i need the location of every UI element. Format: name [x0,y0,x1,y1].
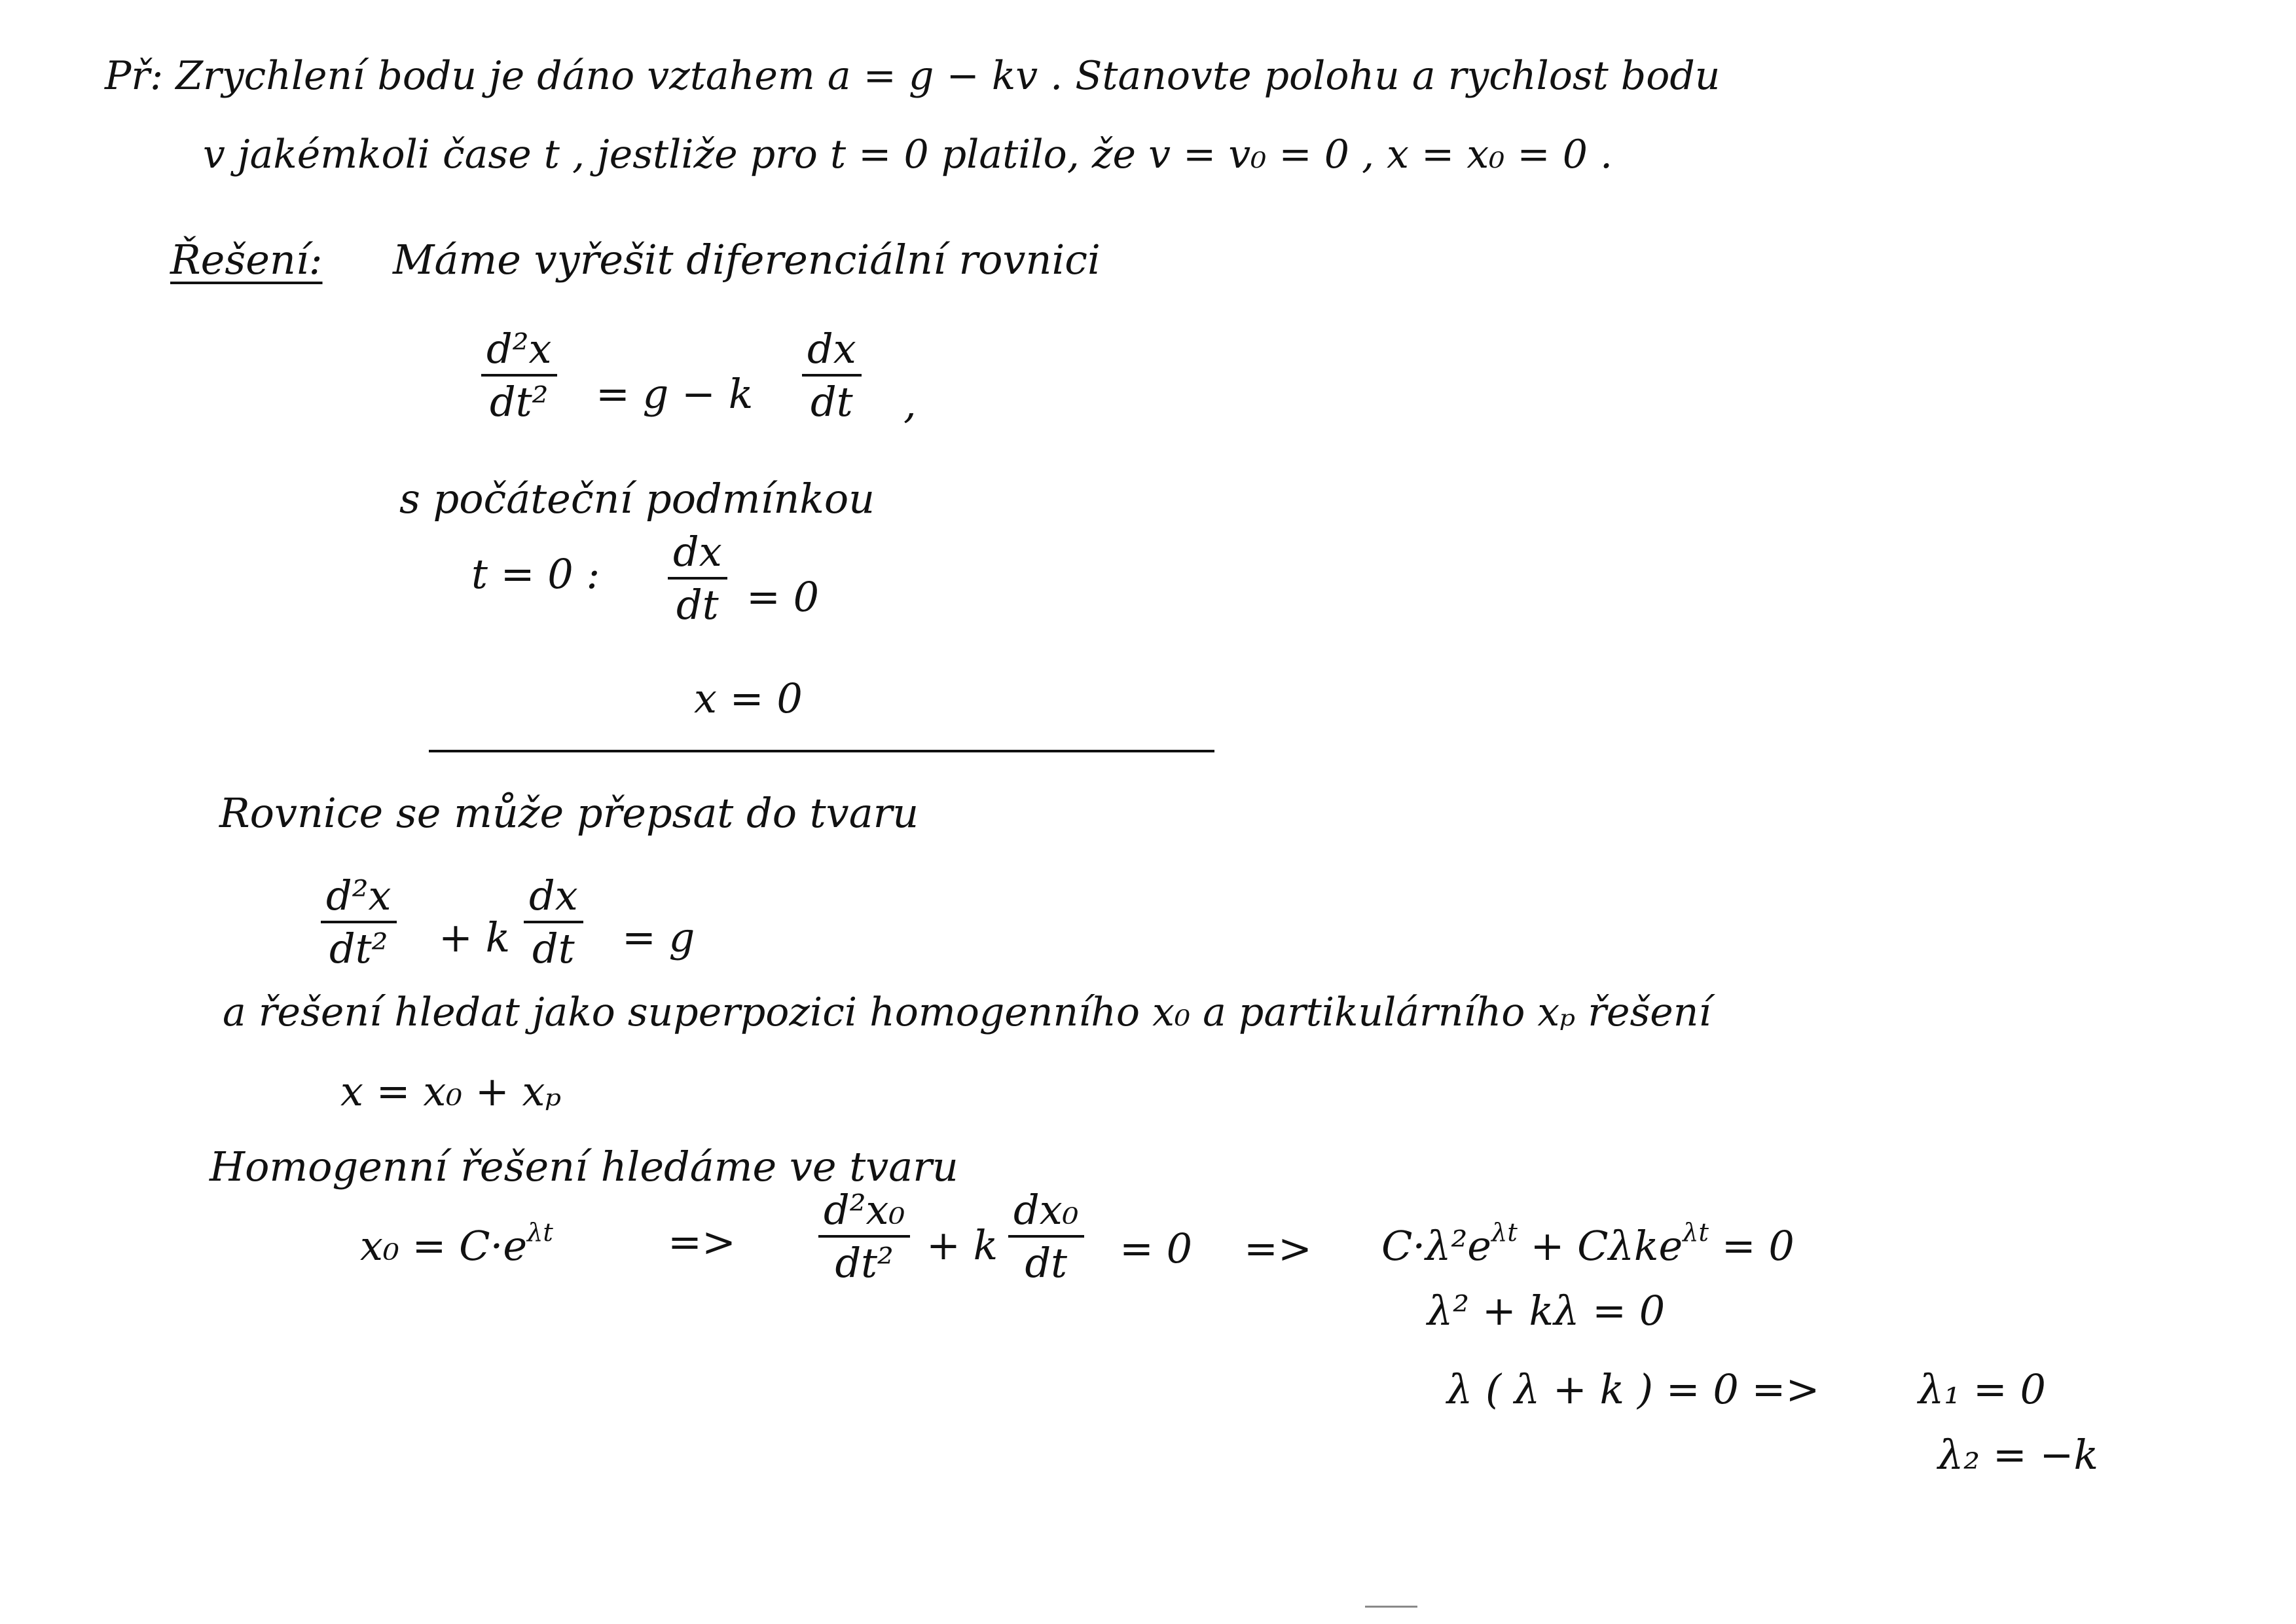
eq2-rhs-fraction [524,872,583,973]
homog-frac-2 [1008,1186,1084,1287]
divider-line [429,750,1214,752]
homog-eq-zero: = 0 [1120,1225,1193,1272]
eq1-lhs-num: d²x [481,327,557,377]
cond1-fraction [668,528,727,629]
homog-frac-1 [818,1186,910,1287]
homog-ansatz [360,1218,553,1270]
with-condition: s počáteční podmínkou [399,475,875,523]
cond1-num: dx [668,530,727,580]
homog-result-a: C·λ²e [1381,1221,1491,1270]
rewrite-text: Rovnice se může přepsat do tvaru [219,789,919,837]
homogeneous-intro: Homogenní řešení hledáme ve tvaru [210,1143,958,1190]
solution-label: Řešení: [170,236,323,284]
characteristic-equation: λ² + kλ = 0 [1427,1287,1666,1335]
homog-frac-1-den: dt² [835,1239,894,1287]
cond1-den: dt [676,581,719,629]
eq2-lhs-num: d²x [321,874,397,923]
eq2-rhs: = g [622,913,695,961]
factored-equation: λ ( λ + k ) = 0 => [1447,1365,1820,1413]
homog-ansatz-base: x₀ = C·e [360,1221,528,1270]
homog-arrow-2: => [1244,1225,1312,1272]
eq1-rhs-den: dt [811,378,853,426]
homog-frac-1-num: d²x₀ [818,1189,910,1238]
eq1-lhs-den: dt² [490,378,549,426]
homog-frac-2-den: dt [1025,1239,1068,1287]
eq1-rhs-num: dx [802,327,862,377]
homog-result [1381,1218,1795,1270]
eq2-lhs-den: dt² [329,925,388,973]
homog-ansatz-exp: λt [527,1218,553,1247]
eq2-rhs-num: dx [524,874,583,923]
homog-result-b: + Cλke [1530,1221,1683,1270]
eq2-middle: + k [439,913,511,961]
homog-result-tail: = 0 [1721,1221,1795,1270]
cond1-rhs: = 0 [746,573,820,621]
solution-intro: Máme vyřešit diferenciální rovnici [393,236,1101,284]
homog-frac-2-num: dx₀ [1008,1189,1084,1238]
root-1: λ₁ = 0 [1918,1365,2046,1413]
homog-arrow-1: => [668,1218,736,1266]
eq2-lhs-fraction [321,872,397,973]
eq2-rhs-den: dt [532,925,575,973]
page-mark [1365,1606,1417,1608]
problem-line-2: v jakémkoli čase t , jestliže pro t = 0 platilo, že v = v₀ = 0 , x = x₀ = 0 . [203,132,1613,177]
homog-result-a-exp: λt [1491,1218,1518,1247]
eq1-lhs-fraction [481,325,557,426]
cond2: x = 0 [694,674,803,722]
homog-plus-k: + k [926,1221,998,1269]
condition-lhs: t = 0 : [471,550,600,598]
superposition-sum: x = x₀ + xₚ [340,1067,562,1115]
superposition-text: a řešení hledat jako superpozici homogenního x₀ a partikulárního xₚ řešení [223,989,1711,1035]
eq1-rhs-fraction [802,325,862,426]
root-2: λ₂ = −k [1938,1431,2099,1479]
problem-line-1: Př: Zrychlení bodu je dáno vztahem a = g − kv . Stanovte polohu a rychlost bodu [105,53,1721,99]
eq1-tail: , [903,380,917,428]
eq1-middle: = g − k [596,370,754,418]
homog-result-b-exp: λt [1683,1218,1709,1247]
